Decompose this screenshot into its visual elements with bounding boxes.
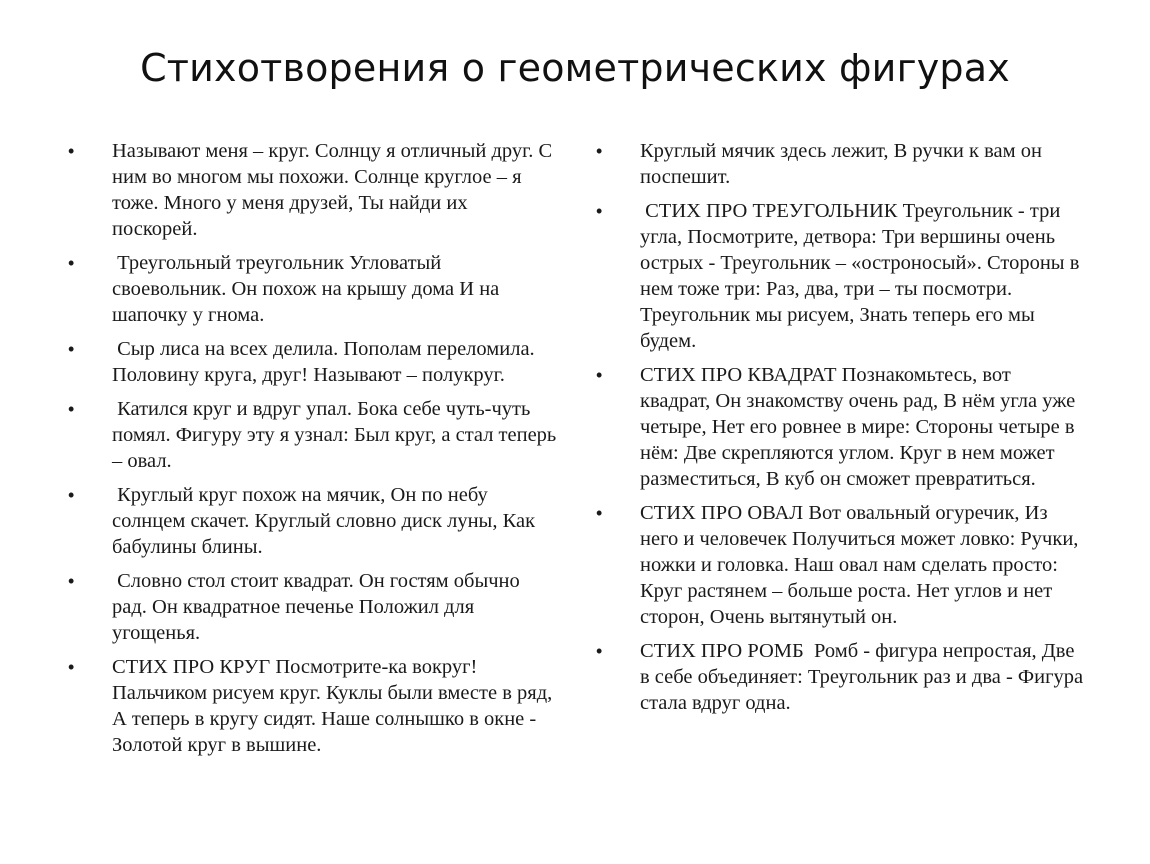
bullet-icon: •: [68, 485, 75, 505]
bullet-icon: •: [68, 253, 75, 273]
list-item: [596, 138, 1086, 190]
list-item: [68, 482, 558, 560]
list-item: [68, 138, 558, 242]
list-item: [68, 336, 558, 388]
bullet-icon: •: [596, 201, 603, 221]
bullet-icon: •: [596, 641, 603, 661]
slide-title: Стихотворения о геометрических фигурах: [140, 46, 1010, 90]
poem-text: Круглый круг похож на мячик, Он по небу солнцем скачет. Круглый словно диск луны, Как бабулины блины.: [112, 484, 541, 558]
poem-text: Словно стол стоит квадрат. Он гостям обычно рад. Он квадратное печенье Положил для угощенья.: [112, 570, 525, 644]
poem-text: СТИХ ПРО ТРЕУГОЛЬНИК Треугольник - три угла, Посмотрите, детвора: Три вершины очень острых - Треугольник – «остроносый». Стороны в нем тоже три: Раз, два, три – ты посмотри. Треугольник мы рисуем, Знать теперь его мы будем.: [640, 200, 1085, 352]
poem-text: Катился круг и вдруг упал. Бока себе чуть-чуть помял. Фигуру эту я узнал: Был круг, а стал теперь – овал.: [112, 398, 562, 472]
poem-text: Сыр лиса на всех делила. Пополам переломила. Половину круга, друг! Называют – полукруг.: [112, 338, 540, 386]
list-item: [596, 500, 1086, 630]
left-column-list: [68, 138, 562, 766]
list-item: [68, 568, 558, 646]
list-item: [68, 654, 558, 758]
list-item: [596, 362, 1086, 492]
bullet-icon: •: [596, 365, 603, 385]
list-item: [596, 638, 1089, 716]
bullet-icon: •: [68, 571, 75, 591]
bullet-icon: •: [68, 399, 75, 419]
poem-text: Треугольный треугольник Угловатый своевольник. Он похож на крышу дома И на шапочку у гнома.: [112, 252, 505, 326]
bullet-icon: •: [596, 141, 603, 161]
right-column-list: [596, 138, 1089, 724]
poem-text: СТИХ ПРО КРУГ Посмотрите-ка вокруг! Пальчиком рисуем круг. Куклы были вместе в ряд, А теперь в кругу сидят. Наше солнышко в окне - Золотой круг в вышине.: [112, 656, 558, 756]
poem-text: Круглый мячик здесь лежит, В ручки к вам он поспешит.: [640, 140, 1048, 188]
bullet-icon: •: [68, 141, 75, 161]
bullet-icon: •: [68, 339, 75, 359]
list-item: [68, 250, 558, 328]
poem-text: Называют меня – круг. Солнцу я отличный друг. С ним во многом мы похожи. Солнце круглое – я тоже. Много у меня друзей, Ты найди их поскорей.: [112, 140, 558, 240]
poem-text: СТИХ ПРО РОМБ Ромб - фигура непростая, Две в себе объединяет: Треугольник раз и два - Фигура стала вдруг одна.: [640, 640, 1089, 714]
poem-text: СТИХ ПРО КВАДРАТ Познакомьтесь, вот квадрат, Он знакомству очень рад, В нём угла уже четыре, Нет его ровнее в мире: Стороны четыре в нём: Две скрепляются углом. Круг в нем может разместиться, В куб он сможет превратиться.: [640, 364, 1081, 490]
list-item: [68, 396, 562, 474]
bullet-icon: •: [596, 503, 603, 523]
bullet-icon: •: [68, 657, 75, 677]
list-item: [596, 198, 1086, 354]
poem-text: СТИХ ПРО ОВАЛ Вот овальный огуречик, Из него и человечек Получиться может ловко: Ручки, ножки и головка. Наш овал нам сделать просто: Круг растянем – больше роста. Нет углов и нет сторон, Очень вытянутый он.: [640, 502, 1084, 628]
